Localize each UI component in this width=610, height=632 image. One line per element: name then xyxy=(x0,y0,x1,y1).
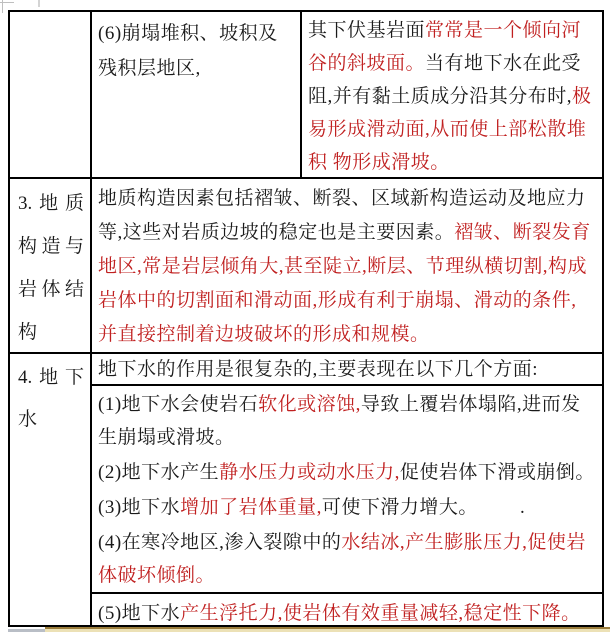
row-header-label: 4.地下水 xyxy=(18,367,84,430)
explanation-cell xyxy=(302,12,602,177)
condition-text: (6)崩塌堆积、坡积及残积层地区, xyxy=(98,23,278,79)
explanation-text: 其下伏基岩面常常是一个倾向河谷的斜坡面。当有地下水在此受阻,并有黏土质成分沿其分布时,极易形成滑动面,从而使上部松散堆积 物形成滑坡。 xyxy=(308,20,592,173)
geologic-structure-text: 地质构造因素包括褶皱、断裂、区域新构造运动及地应力等,这些对岩质边坡的稳定也是主要因素。褶皱、断裂发育地区,常是岩层倾角大,甚至陡立,断层、节理纵横切割,构成岩体中的切割面和滑动面,形成有利于崩塌、滑动的条件,并直接控制着边坡破坏的形成和规模。 xyxy=(98,188,591,345)
row-header-label: 3.地质构造与岩体结构 xyxy=(18,193,84,343)
row-header-cell-empty xyxy=(10,12,92,177)
groundwater-item-5: (5)地下水产生浮托力,使岩体有效重量减轻,稳定性下降。 xyxy=(98,603,581,624)
groundwater-item-1: (1)地下水会使岩石软化或溶蚀,导致上覆岩体塌陷,进而发生崩塌或滑坡。 xyxy=(98,394,581,448)
groundwater-content xyxy=(92,354,602,632)
groundwater-intro-cell xyxy=(92,354,602,386)
row-header-cell xyxy=(10,354,92,632)
geologic-structure-cell xyxy=(92,179,602,352)
groundwater-item-2: (2)地下水产生静水压力或动水压力,促使岩体下滑或崩倒。 xyxy=(98,462,595,483)
crop-mark xyxy=(0,2,14,3)
crop-mark xyxy=(38,0,40,7)
groundwater-item-4: (4)在寒冷地区,渗入裂隙中的水结冰,产生膨胀压力,促使岩体破坏倾倒。 xyxy=(98,532,586,586)
row-header-cell xyxy=(10,179,92,352)
groundwater-items-cell xyxy=(92,386,602,592)
landslide-factors-table xyxy=(8,10,604,627)
table-row-geologic-structure xyxy=(10,177,602,352)
table-row-topography xyxy=(10,12,602,177)
table-row-groundwater xyxy=(10,352,602,632)
groundwater-item-3: (3)地下水增加了岩体重量,可使下滑力增大。 . xyxy=(98,497,526,518)
groundwater-intro-text: 地下水的作用是很复杂的,主要表现在以下几个方面: xyxy=(98,359,539,380)
groundwater-item5-cell xyxy=(92,592,602,632)
condition-cell xyxy=(92,12,302,177)
bottom-edge-gold-bar xyxy=(45,627,610,632)
